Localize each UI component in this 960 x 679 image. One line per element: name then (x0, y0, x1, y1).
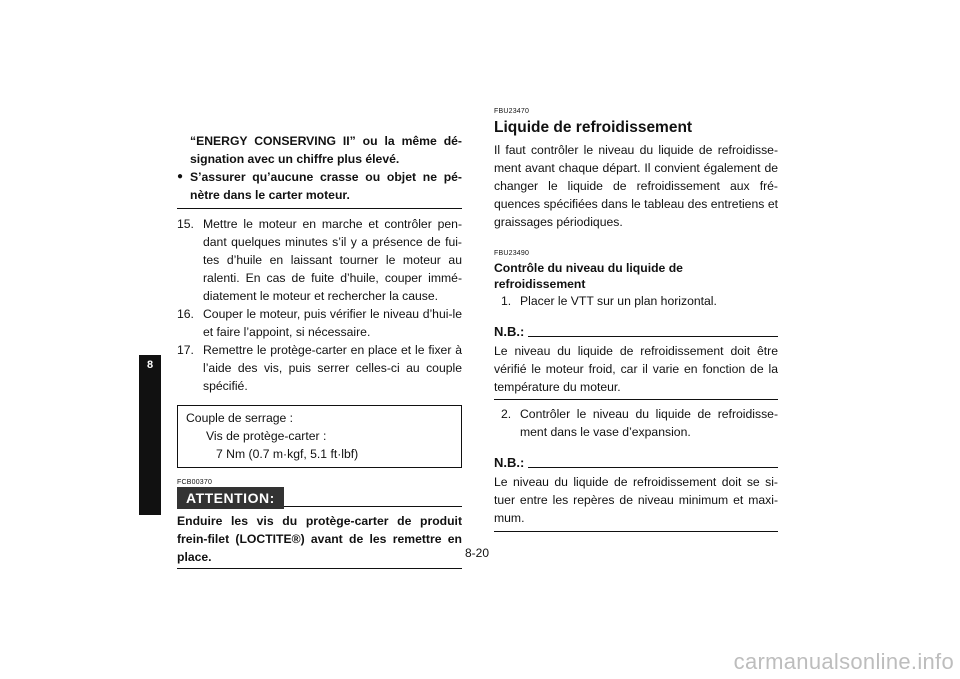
note-header-1 (494, 324, 778, 340)
page-number: 8-20 (465, 546, 490, 560)
step-text: Placer le VTT sur un plan horizontal. (520, 294, 717, 308)
step-text: Couper le moteur, puis vérifier le niveau d’hui-le et faire l’appoint, si nécessaire. (203, 307, 462, 339)
right-column (494, 108, 778, 532)
attention-text: Enduire les vis du protège-carter de produit frein-filet (LOCTITE®) avant de les remettre en place. (177, 514, 462, 564)
torque-item: Vis de protège-carter : (206, 429, 327, 443)
step-number: 15. (177, 217, 194, 231)
attention-rule (284, 506, 462, 507)
step-17 (177, 341, 462, 395)
attention-header (177, 487, 462, 509)
attention-code: FCB00370 (177, 479, 213, 486)
torque-value: 7 Nm (0.7 m·kgf, 5.1 ft·lbf) (216, 447, 359, 461)
left-column (177, 132, 462, 569)
step-16 (177, 305, 462, 341)
note-rule (528, 467, 778, 468)
step-number: 2. (501, 407, 512, 421)
attention-end-rule (177, 568, 462, 569)
divider (177, 208, 462, 209)
step-number: 17. (177, 343, 194, 357)
watermark: carmanualsonline.info (733, 649, 954, 674)
step-2 (494, 405, 778, 441)
section-title: Liquide de refroidissement (494, 119, 693, 136)
note-header-2 (494, 455, 778, 471)
step-15 (177, 215, 462, 305)
step-text: Remettre le protège-carter en place et le fixer à l’aide des vis, puis serrer celles-ci au couple spécifié. (203, 343, 462, 393)
subsection-title-line2: refroidissement (494, 277, 586, 291)
note-rule (528, 336, 778, 337)
step-number: 16. (177, 307, 194, 321)
torque-spec-box (177, 405, 462, 468)
section-code: FBU23470 (494, 108, 530, 115)
section-intro: Il faut contrôler le niveau du liquide de refroidisse-ment avant chaque départ. Il convient également de changer le liquide de refroidissement aux fré-quences spécifiées dans le tableau des entretiens et graissages périodiques. (494, 143, 778, 229)
note-end-rule-2 (494, 531, 778, 532)
bullet-item (177, 168, 462, 204)
attention-label: ATTENTION: (177, 487, 284, 509)
torque-title: Couple de serrage : (186, 411, 294, 425)
bullet-continuation: “ENERGY CONSERVING II” ou la même dé-signation avec un chiffre plus élevé. (190, 134, 462, 166)
chapter-number: 8 (146, 359, 154, 371)
bullet-text: S’assurer qu’aucune crasse ou objet ne pé-nètre dans le carter moteur. (190, 170, 462, 202)
step-text: Mettre le moteur en marche et contrôler pen-dant quelques minutes s’il y a présence de fui-tes d’huile en laissant tourner le moteur au ralenti. En cas de fuite d’huile, couper immé-diatement le moteur et rechercher la cause. (203, 217, 462, 303)
note-text-1: Le niveau du liquide de refroidissement doit être vérifié le moteur froid, car il varie en fonction de la température du moteur. (494, 344, 778, 394)
note-end-rule-1 (494, 399, 778, 400)
step-1 (494, 292, 778, 310)
subsection-code: FBU23490 (494, 250, 530, 257)
step-text: Contrôler le niveau du liquide de refroidisse-ment dans le vase d’expansion. (520, 407, 778, 439)
subsection-title-line1: Contrôle du niveau du liquide de (494, 261, 683, 275)
step-number: 1. (501, 294, 512, 308)
chapter-tab (139, 355, 161, 515)
note-label: N.B.: (494, 324, 525, 339)
note-label: N.B.: (494, 455, 525, 470)
note-text-2: Le niveau du liquide de refroidissement doit se si-tuer entre les repères de niveau minimum et maxi-mum. (494, 475, 778, 525)
bullet-dot-icon: ● (177, 171, 184, 182)
